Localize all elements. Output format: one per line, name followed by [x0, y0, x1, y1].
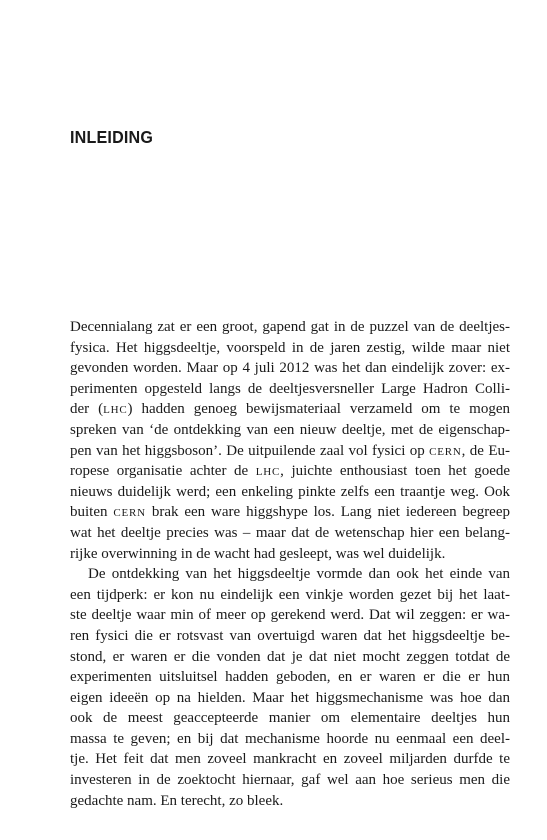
acronym: LHC	[255, 466, 281, 479]
text-line: De ontdekking van het higgsdeeltje vormde dan ook het einde van	[88, 566, 510, 583]
text-line: investeren in de zoektocht hiernaar, gaf wel aan hoe serieus men die	[70, 772, 510, 789]
text-line: nieuws duidelijk werd; een enkeling pinkte zelfs een traantje weg. Ook	[70, 483, 510, 500]
text-line: wat het deeltje precies was – maar dat de wetenschap hier een belang-	[70, 524, 510, 541]
text-line: experimenten uitsluitsel hadden geboden, en er waren er die er hun	[70, 669, 510, 686]
paragraph-2	[70, 564, 510, 811]
body-text	[70, 317, 510, 811]
text-line: buiten CERN brak een ware higgshype los. Lang niet iedereen begreep	[70, 504, 511, 521]
text-line: ren fysici die er rotsvast van overtuigd waren dat het higgsdeeltje be-	[70, 627, 510, 644]
text-line: rijke overwinning in de wacht had gesleept, was wel duidelijk.	[70, 545, 446, 562]
text-line: gevonden worden. Maar op 4 juli 2012 was het dan eindelijk zover: ex-	[70, 360, 510, 377]
text-line: perimenten opgesteld langs de deeltjesversneller Large Hadron Colli-	[70, 380, 510, 397]
paragraph-1	[70, 317, 510, 564]
text-line: stond, er waren er die vonden dat je dat niet mocht zeggen totdat de	[70, 648, 510, 665]
acronym: CERN	[113, 507, 146, 520]
text-line: pen van het higgsboson’. De uitpuilende zaal vol fysici op CERN, de Eu-	[70, 442, 510, 459]
text-line: massa te geven; en bij dat mechanisme hoorde nu eenmaal een deel-	[70, 730, 510, 747]
text-line: Decennialang zat er een groot, gapend gat in de puzzel van de deeltjes-	[70, 319, 510, 335]
acronym: LHC	[103, 404, 128, 417]
text-line: tje. Het feit dat men zoveel mankracht en zoveel miljarden durfde te	[70, 751, 510, 768]
text-line: gedachte nam. En terecht, zo bleek.	[70, 792, 284, 809]
text-line: eigen ideeën op na hielden. Maar het higgsmechanisme was hoe dan	[70, 689, 510, 706]
text-line: der (LHC) hadden genoeg bewijsmateriaal verzameld om te mogen	[70, 401, 510, 418]
acronym: CERN	[429, 445, 462, 458]
chapter-heading: INLEIDING	[70, 127, 154, 147]
text-line: ste deeltje waar min of meer op gerekend werd. Dat wil zeggen: er wa-	[70, 607, 510, 624]
text-line: een tijdperk: er kon nu eindelijk een vinkje worden gezet bij het laat-	[70, 586, 510, 603]
text-line: fysica. Het higgsdeeltje, voorspeld in de jaren zestig, wilde maar niet	[70, 339, 510, 356]
text-line: spreken van ‘de ontdekking van een nieuw deeltje, met de eigenschap-	[70, 421, 510, 438]
text-line: ropese organisatie achter de LHC, juichte enthousiast toen het goede	[70, 463, 511, 480]
text-line: ook de meest geaccepteerde manier om elementaire deeltjes hun	[70, 710, 510, 727]
